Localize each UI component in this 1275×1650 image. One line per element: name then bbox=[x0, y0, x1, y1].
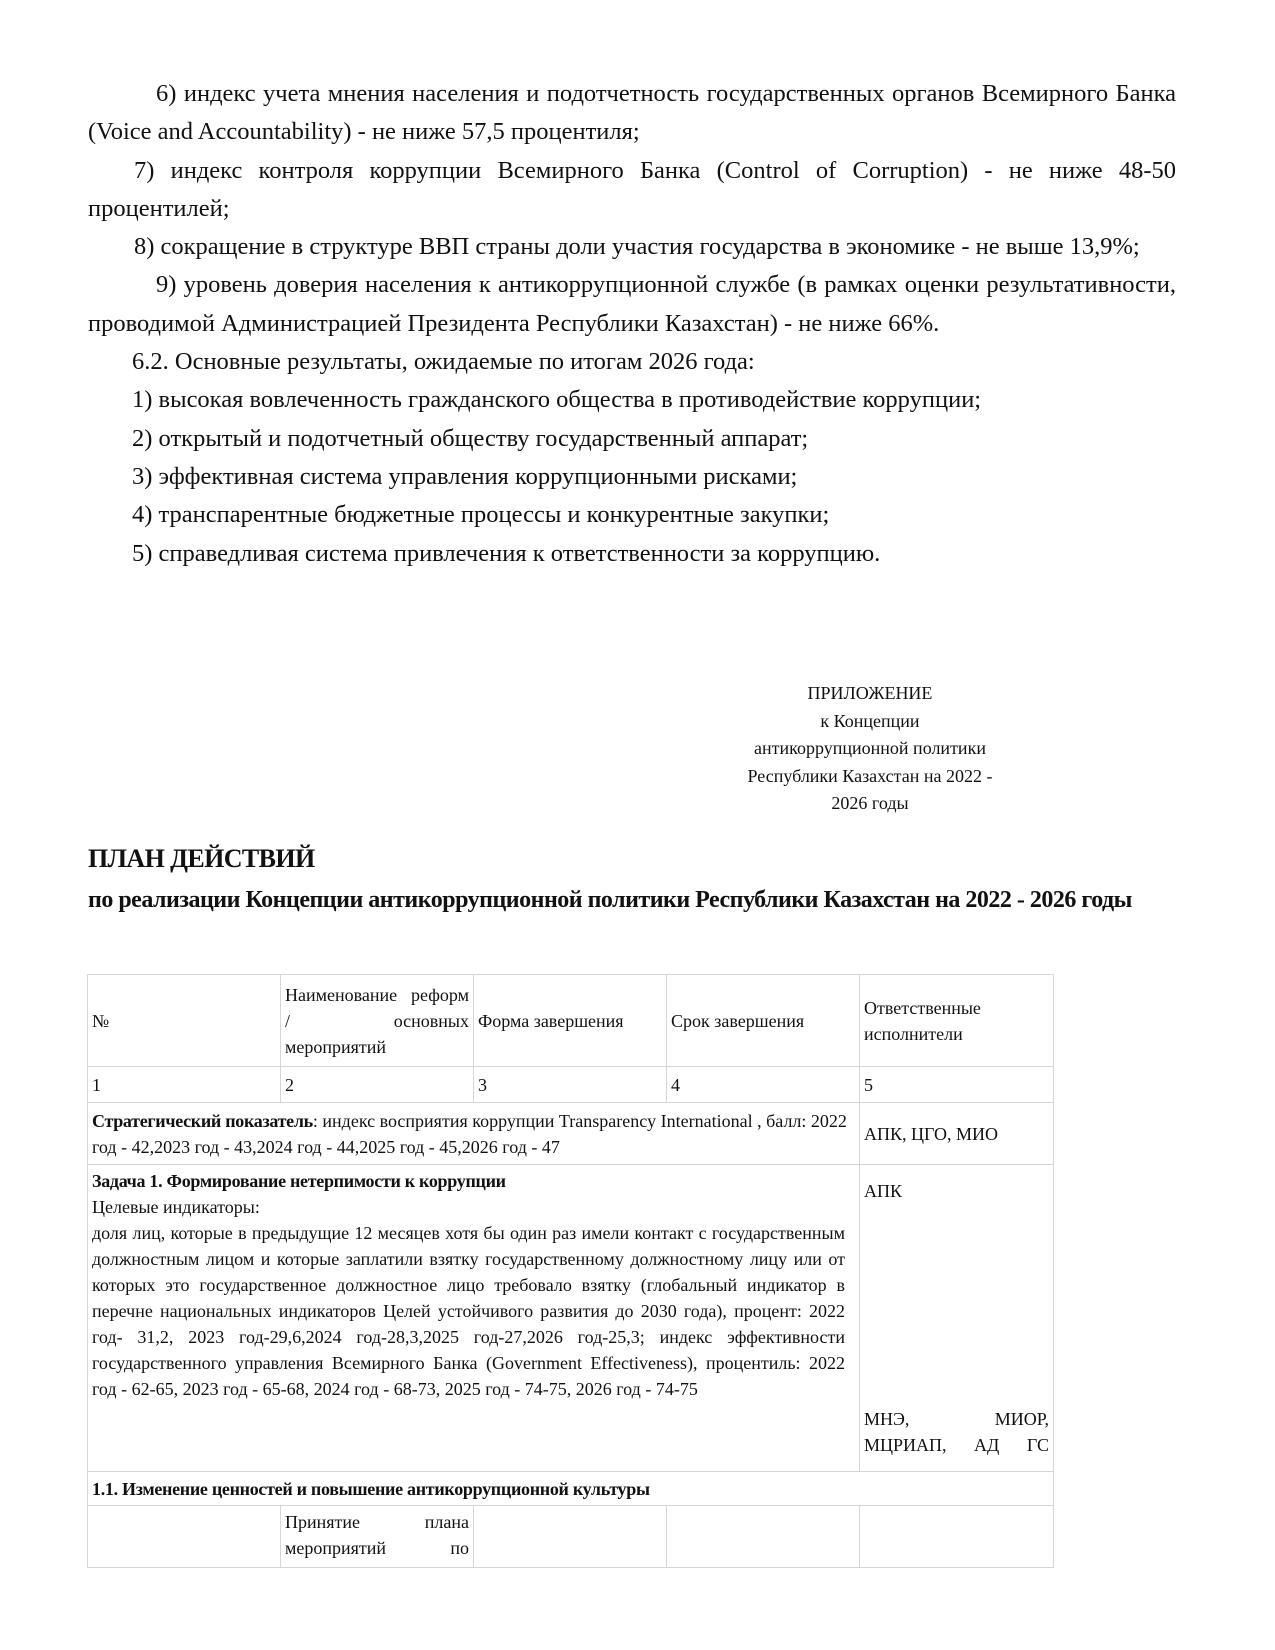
task-1-responsible-secondary: МНЭ, МИОР, МЦРИАП, АД ГС bbox=[864, 1409, 1049, 1455]
task-1-title: Задача 1. Формирование нетерпимости к коррупции bbox=[92, 1171, 506, 1191]
appendix-block bbox=[700, 680, 1040, 818]
strategic-indicator-label: Стратегический показатель bbox=[92, 1110, 313, 1131]
section-row bbox=[88, 1472, 1054, 1506]
result-item-4: 4) транспарентные бюджетные процессы и конкурентные закупки; bbox=[132, 501, 830, 529]
task-1-responsible-cell bbox=[860, 1165, 1054, 1472]
result-item-1: 1) высокая вовлеченность гражданского общества в противодействие коррупции; bbox=[132, 386, 982, 414]
header-responsible: Ответственные исполнители bbox=[860, 975, 1054, 1067]
result-item-5: 5) справедливая система привлечения к ответственности за коррупцию. bbox=[132, 539, 881, 567]
header-form: Форма завершения bbox=[474, 975, 667, 1067]
table-row bbox=[88, 1506, 1054, 1568]
appendix-line: к Концепции bbox=[820, 710, 920, 731]
row-deadline bbox=[667, 1506, 860, 1568]
col-num-5: 5 bbox=[860, 1067, 1054, 1103]
section-1-1-heading: 1.1. Изменение ценностей и повышение антикоррупционной культуры bbox=[88, 1472, 1054, 1506]
task-1-indicator-text: доля лиц, которые в предыдущие 12 месяцев хотя бы один раз имели контакт с государственным должностным лицом и которые заплатили взятку государственному должностному лицу или от которых это государственное должностное лицо требовало взятку (глобальный индикатор в перечне национальных индикаторов Целей устойчивого развития до 2030 года), процент: 2022 год- 31,2, 2023 год-29,6,2024 год-28,3,2025 год-27,2026 год-25,3; индекс эффективности государственного управления Всемирного Банка (Government Effectiveness), процентиль: 2022 год - 62-65, 2023 год - 65-68, 2024 год - 68-73, 2025 год - 74-75, 2026 год - 74-75 bbox=[92, 1223, 845, 1399]
strategic-indicator-row bbox=[88, 1103, 1054, 1165]
col-num-3: 3 bbox=[474, 1067, 667, 1103]
plan-title: ПЛАН ДЕЙСТВИЙ bbox=[88, 844, 315, 873]
task-1-row bbox=[88, 1165, 1054, 1472]
strategic-responsible: АПК, ЦГО, МИО bbox=[860, 1103, 1054, 1165]
column-numbers-row bbox=[88, 1067, 1054, 1103]
header-name: Наименование реформ / основных мероприятий bbox=[281, 975, 474, 1067]
result-item-3: 3) эффективная система управления коррупционными рисками; bbox=[132, 462, 798, 490]
row-form bbox=[474, 1506, 667, 1568]
col-num-2: 2 bbox=[281, 1067, 474, 1103]
indicator-item-8: 8) сокращение в структуре ВВП страны доли участия государства в экономике - не выше 13,9%; bbox=[134, 233, 1140, 261]
appendix-line: 2026 годы bbox=[831, 793, 909, 813]
task-1-cell bbox=[88, 1165, 860, 1472]
row-number bbox=[88, 1506, 281, 1568]
row-name: Принятие плана мероприятий по bbox=[281, 1506, 474, 1568]
result-item-2: 2) открытый и подотчетный обществу государственный аппарат; bbox=[132, 424, 809, 452]
table-header-row bbox=[88, 975, 1054, 1067]
strategic-indicator-cell bbox=[88, 1103, 860, 1165]
strategic-indicator-text: : индекс восприятия коррупции Transparency International , балл: 2022 год - 42,2023 год - 43,2024 год - 44,2025 год - 45,2026 год - 47 bbox=[92, 1110, 847, 1157]
header-number: № bbox=[88, 975, 281, 1067]
header-deadline: Срок завершения bbox=[667, 975, 860, 1067]
task-1-indicators-label: Целевые индикаторы: bbox=[92, 1197, 260, 1217]
intro-indicators bbox=[88, 75, 1176, 573]
row-responsible bbox=[860, 1506, 1054, 1568]
appendix-line: Республики Казахстан на 2022 - bbox=[747, 765, 993, 786]
indicator-item-6: 6) индекс учета мнения населения и подотчетность государственных органов Всемирного Банка (Voice and Accountability) - не ниже 57,5 процентиля; bbox=[88, 80, 1176, 146]
results-heading: 6.2. Основные результаты, ожидаемые по итогам 2026 года: bbox=[132, 348, 755, 376]
action-plan-table bbox=[87, 974, 1054, 1568]
indicator-item-7: 7) индекс контроля коррупции Всемирного Банка (Control of Corruption) - не ниже 48-50 процентилей; bbox=[88, 156, 1176, 222]
appendix-line: антикоррупционной политики bbox=[754, 738, 986, 758]
task-1-responsible-primary: АПК bbox=[864, 1181, 903, 1201]
appendix-line: ПРИЛОЖЕНИЕ bbox=[807, 683, 933, 703]
indicator-item-9: 9) уровень доверия населения к антикоррупционной службе (в рамках оценки результативности, проводимой Администрацией Президента Республики Казахстан) - не ниже 66%. bbox=[88, 271, 1176, 337]
col-num-1: 1 bbox=[88, 1067, 281, 1103]
plan-subtitle: по реализации Концепции антикоррупционной политики Республики Казахстан на 2022 - 2026 годы bbox=[88, 887, 1132, 913]
col-num-4: 4 bbox=[667, 1067, 860, 1103]
